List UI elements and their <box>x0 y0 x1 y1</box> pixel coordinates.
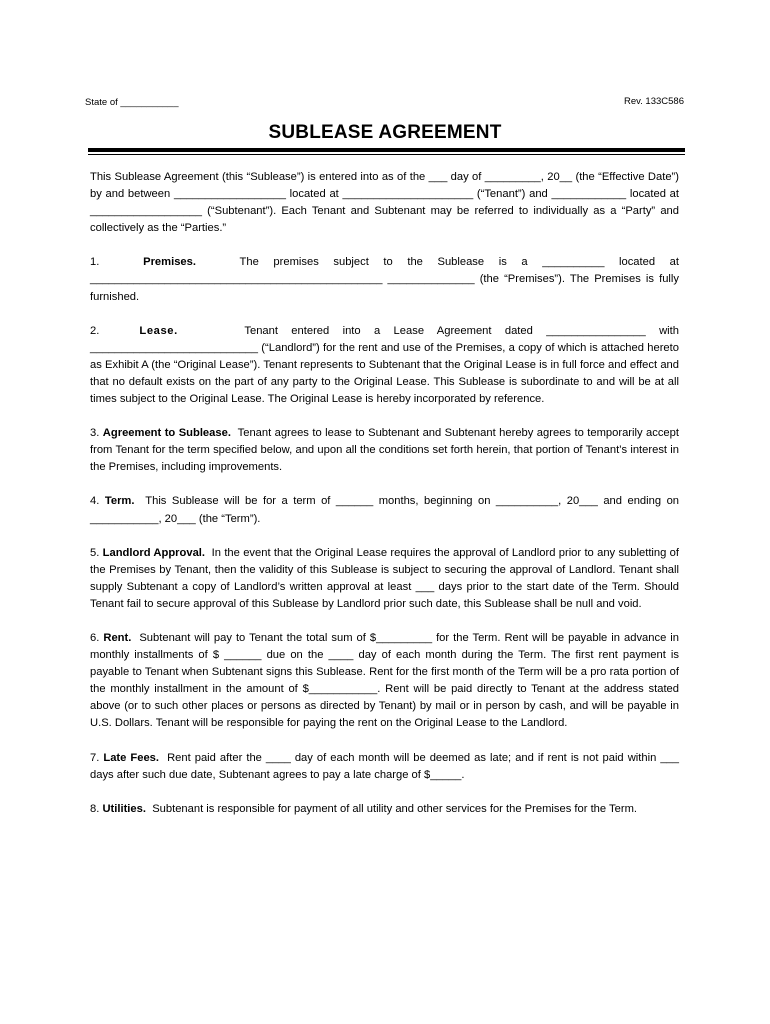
section-number: 6. <box>90 631 100 644</box>
document-body <box>90 169 679 835</box>
section-heading: Utilities. <box>102 802 146 815</box>
section-term <box>90 493 679 527</box>
section-number: 1. <box>90 256 100 269</box>
section-heading: Agreement to Sublease. <box>102 427 231 440</box>
section-number: 8. <box>90 802 100 815</box>
section-number: 7. <box>90 751 100 764</box>
section-late-fees <box>90 750 679 784</box>
section-premises <box>90 254 679 305</box>
section-heading: Premises. <box>143 256 196 269</box>
section-text: This Sublease will be for a term of ______ months, beginning on __________, 20___ and ending on ___________, 20___ (the “Term”). <box>90 495 680 525</box>
section-text: Subtenant is responsible for payment of all utility and other services for the Premises for the Term. <box>152 802 638 815</box>
title-rule-thick <box>88 148 685 152</box>
section-lease <box>90 323 679 408</box>
intro-paragraph: This Sublease Agreement (this “Sublease”) is entered into as of the ___ day of _________, 20__ (the “Effective Date”) by and between __________________ located at _____________________ (“Tenant”) and ____________ located at __________________ (“Subtenant”). Each Tenant and Subtenant may be referred to individually as a “Party” and collectively as the “Parties.” <box>90 171 679 235</box>
section-utilities <box>90 801 679 818</box>
document-title: SUBLEASE AGREEMENT <box>268 122 502 143</box>
section-rent <box>90 630 679 733</box>
section-number: 4. <box>90 495 100 508</box>
section-heading: Landlord Approval. <box>102 546 206 559</box>
section-text: Tenant entered into a Lease Agreement dated ________________ with ___________________________ (“Landlord”) for the rent and use of the Premises, a copy of which is attached hereto as Exhibit A (the “Original Lease”). Tenant represents to Subtenant that the Original Lease is in full force and effect and that no default exists on the part of any party to the Original Lease. This Sublease is subordinate to and will be at all times subject to the Original Lease. The Original Lease is hereby incorporated by reference. <box>90 324 679 406</box>
state-field: State of ___________ <box>85 97 179 108</box>
section-heading: Rent. <box>103 631 132 644</box>
section-number: 5. <box>90 546 100 559</box>
section-text: Subtenant will pay to Tenant the total sum of $_________ for the Term. Rent will be payable in advance in monthly installments of $ ______ due on the ____ day of each month during the Term. The first rent payment is payable to Tenant when Subtenant signs this Sublease. Rent for the first month of the Term will be a pro rata portion of the monthly installment in the amount of $___________. Rent will be paid directly to Tenant at the address stated above (or to such other places or persons as directed by Tenant) by mail or in person by cash, and will be payable in U.S. Dollars. Tenant will be responsible for paying the rent on the Original Lease to the Landlord. <box>90 631 680 730</box>
section-heading: Late Fees. <box>103 751 160 764</box>
revision-number: Rev. 133C586 <box>623 96 684 107</box>
section-text: The premises subject to the Sublease is a __________ located at _______________________________________________ ______________ (the “Premises”). The Premises is fully furnished. <box>90 256 679 303</box>
section-text: Rent paid after the ____ day of each month will be deemed as late; and if rent is not paid within ___ days after such due date, Subtenant agrees to pay a late charge of $_____. <box>90 751 679 781</box>
section-text: Tenant agrees to lease to Subtenant and Subtenant hereby agrees to temporarily accept from Tenant for the term specified below, and upon all the conditions set forth herein, that portion of Tenant’s interest in the Premises, including improvements. <box>90 427 679 474</box>
section-landlord-approval <box>90 545 679 613</box>
section-heading: Term. <box>104 495 135 508</box>
section-text: In the event that the Original Lease requires the approval of Landlord prior to any subletting of the Premises by Tenant, then the validity of this Sublease is subject to securing the approval of Landlord. Tenant shall supply Subtenant a copy of Landlord’s written approval at least ___ days prior to the start date of the Term. Should Tenant fail to secure approval of this Sublease by Landlord prior such date, this Sublease shall be null and void. <box>90 546 680 610</box>
section-heading: Lease. <box>139 324 178 337</box>
title-rule-thin <box>88 154 685 155</box>
section-number: 3. <box>90 427 100 440</box>
section-agreement-to-sublease <box>90 425 679 476</box>
section-number: 2. <box>90 324 100 337</box>
